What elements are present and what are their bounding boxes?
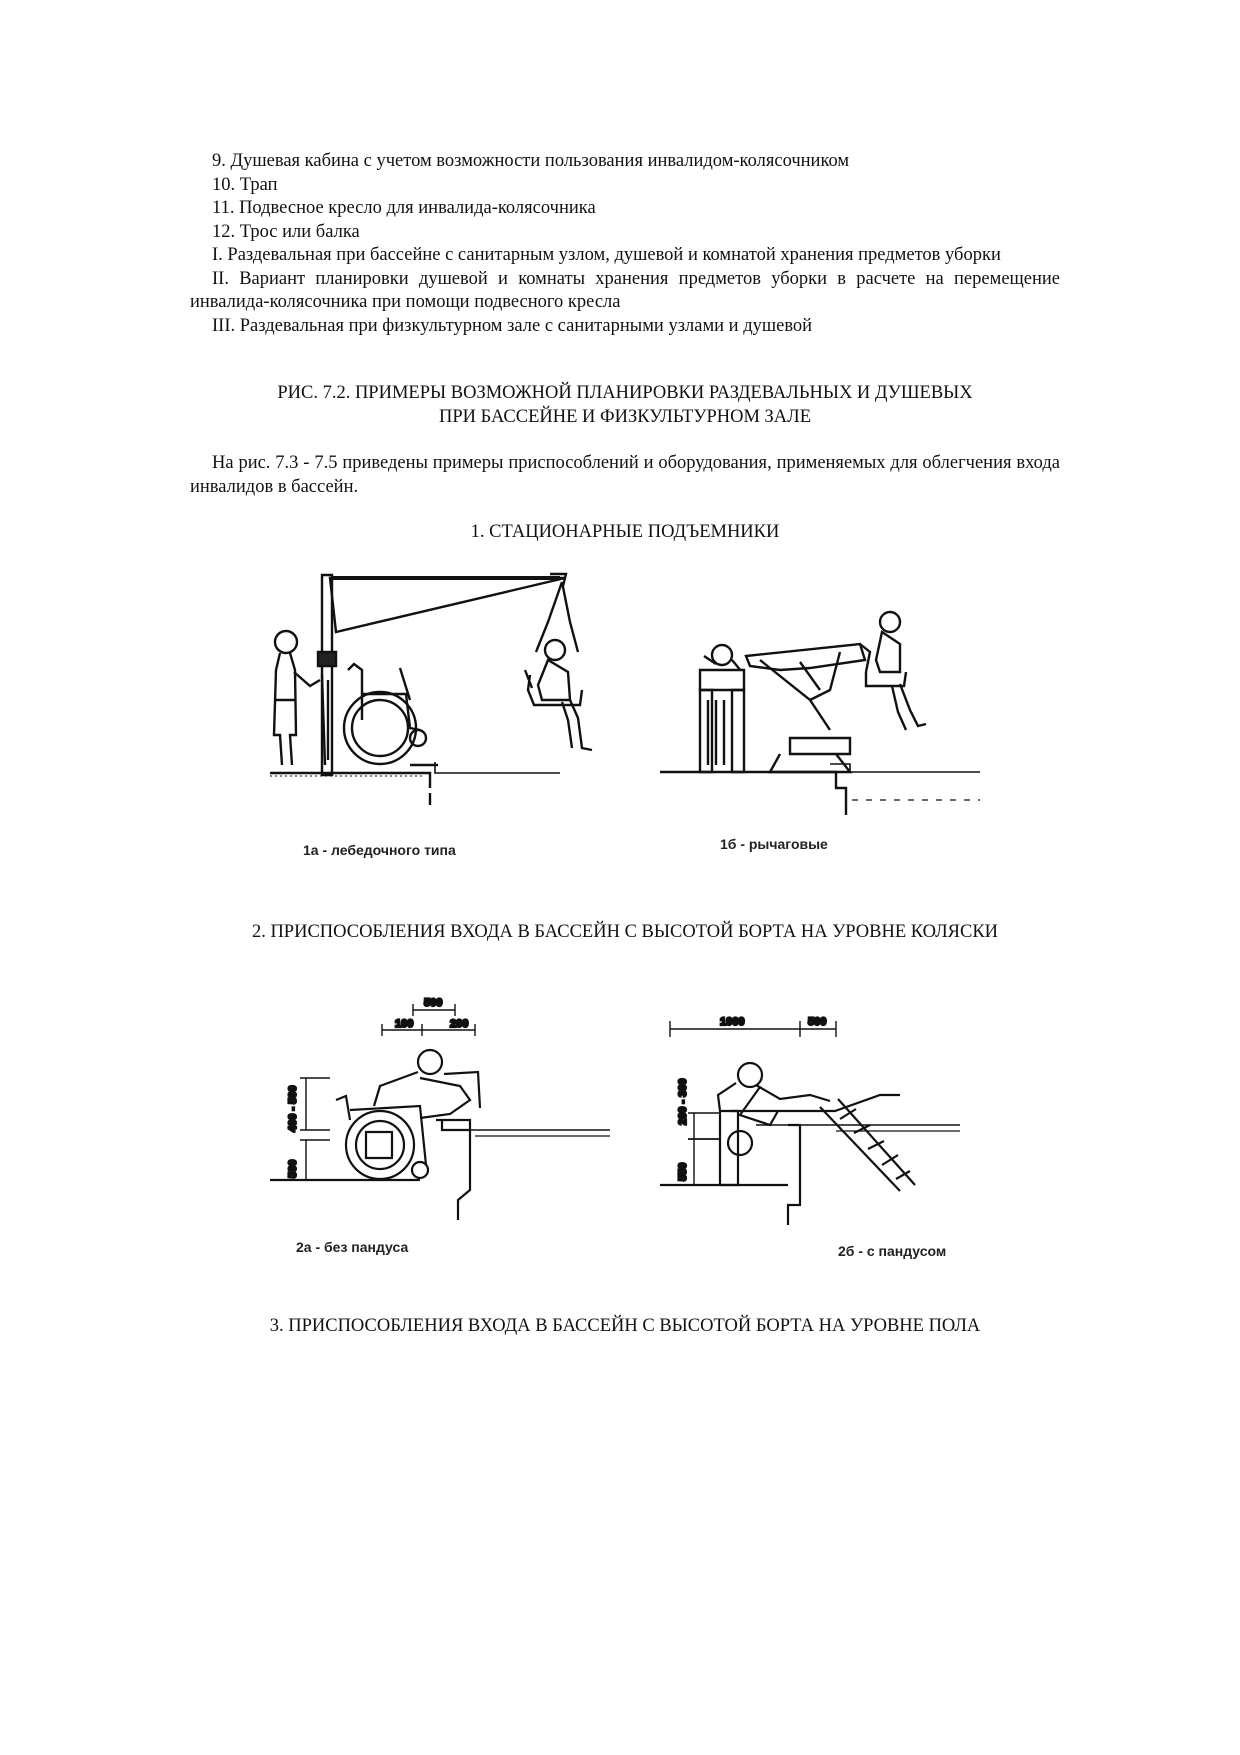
figure-label-1b: 1б - рычаговые: [720, 836, 828, 852]
pool-wall: [270, 1120, 610, 1220]
dim-top: 500: [424, 997, 443, 1009]
pool-edge: [660, 764, 980, 815]
seated-person-in-wheelchair: [700, 645, 744, 772]
empty-wheelchair: [344, 664, 426, 764]
figure-label-2b: 2б - с пандусом: [838, 1243, 947, 1259]
person-in-wheelchair-transferring: [336, 1050, 480, 1179]
dim-vertical-upper: 200 - 300: [677, 1078, 689, 1125]
legend-item: II. Вариант планировки душевой и комнаты хранения предметов уборки в расчете на перемещение инвалида-колясочника при помощи подвесного кресла: [190, 268, 1060, 312]
legend-item: 10. Трап: [212, 174, 278, 195]
dim-top-left: 1000: [720, 1016, 745, 1028]
figure-caption-line: ПРИ БАССЕЙНЕ И ФИЗКУЛЬТУРНОМ ЗАЛЕ: [438, 407, 812, 427]
figure-lever-lift: [660, 600, 1000, 815]
dim-top-right: 500: [808, 1016, 827, 1028]
pool-wall: [660, 1125, 960, 1225]
dim-vertical-upper: 400 - 500: [287, 1085, 299, 1132]
dim-left: 100: [395, 1018, 414, 1030]
section-heading-floor-level-edge: 3. ПРИСПОСОБЛЕНИЯ ВХОДА В БАССЕЙН С ВЫСОТОЙ БОРТА НА УРОВНЕ ПОЛА: [269, 1316, 981, 1336]
figure-caption: [190, 381, 1060, 429]
legend-item: I. Раздевальная при бассейне с санитарным узлом, душевой и комнатой хранения предметов уборки: [212, 245, 1001, 265]
figure-legend: [190, 150, 1060, 338]
dimension-lines: [670, 1021, 836, 1185]
person-in-wheelchair-on-ramp: [718, 1063, 830, 1185]
legend-item: 9. Душевая кабина с учетом возможности пользования инвалидом-колясочником: [212, 151, 850, 171]
legend-item: 12. Трос или балка: [212, 221, 360, 242]
hanging-seat-with-person: [525, 582, 592, 750]
dim-right: 200: [450, 1018, 469, 1030]
section-heading-wheelchair-level-edge: 2. ПРИСПОСОБЛЕНИЯ ВХОДА В БАССЕЙН С ВЫСОТОЙ БОРТА НА УРОВНЕ КОЛЯСКИ: [251, 922, 999, 942]
legend-item: III. Раздевальная при физкультурном зале с санитарными узлами и душевой: [212, 315, 813, 336]
figure-winch-lift: [270, 560, 600, 805]
pool-edge: [270, 762, 560, 805]
dim-vertical-lower: 500: [287, 1159, 299, 1178]
lift-seat-with-person: [866, 612, 926, 730]
dim-vertical-lower: 550: [677, 1162, 689, 1181]
lift-boom-triangle: [330, 574, 566, 632]
figure-label-1a: 1а - лебедочного типа: [303, 842, 456, 858]
ramp: [730, 1095, 915, 1191]
figure-entry-with-ramp: [660, 1015, 1000, 1225]
dimension-lines: [300, 1004, 475, 1180]
standing-attendant: [274, 631, 320, 765]
figure-entry-without-ramp: [270, 990, 620, 1220]
section-heading-stationary-lifts: 1. СТАЦИОНАРНЫЕ ПОДЪЕМНИКИ: [470, 522, 780, 542]
figure-caption-line: РИС. 7.2. ПРИМЕРЫ ВОЗМОЖНОЙ ПЛАНИРОВКИ РАЗДЕВАЛЬНЫХ И ДУШЕВЫХ: [277, 383, 973, 403]
legend-item: 11. Подвесное кресло для инвалида-колясочника: [212, 198, 596, 218]
figure-label-2a: 2а - без пандуса: [296, 1239, 409, 1255]
intro-paragraph: На рис. 7.3 - 7.5 приведены примеры приспособлений и оборудования, применяемых для облегчения входа инвалидов в бассейн.: [190, 453, 1060, 497]
lever-arm: [746, 644, 870, 772]
